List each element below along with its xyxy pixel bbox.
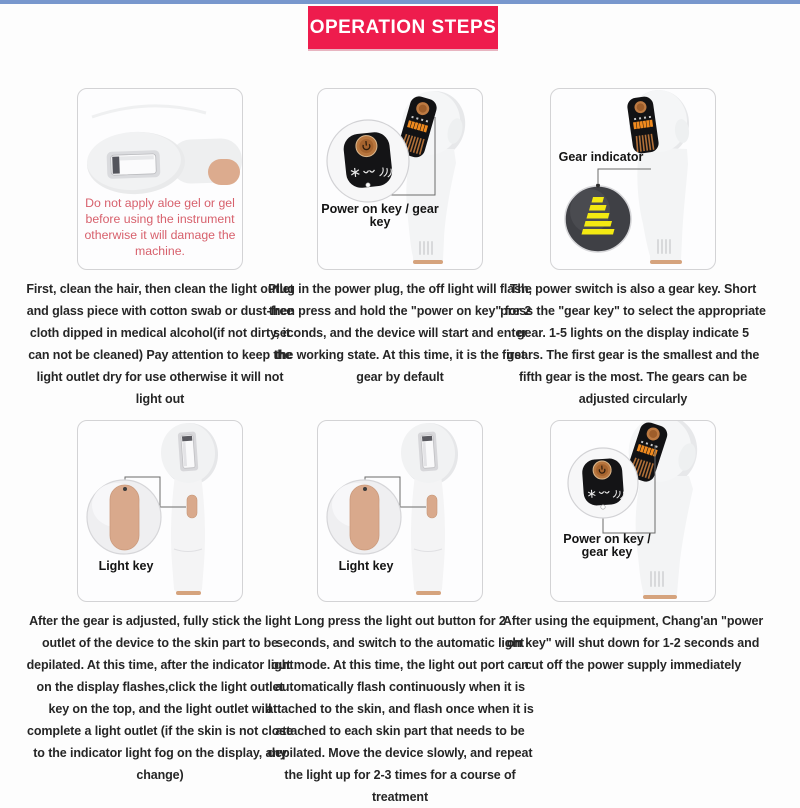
step-1-cell	[26, 88, 294, 410]
step-5-caption: Long press the light out button for 2 seconds, and switch to the automatic light out mode. At this time, the light out port can automatically flash continuously when it is attached to the skin, and flash once when it is attached to each skin part that needs to be depilated. Move the device slowly, and repeat the light up for 2-3 times for a course of treatment	[266, 610, 534, 808]
step-6-photo	[550, 420, 716, 602]
step-4-caption: After the gear is adjusted, fully stick the light outlet of the device to the skin part to be depilated. At this time, after the indicator light on the display flashes,click the light outlet key on the top, and the light outlet will complete a light outlet (if the skin is not close to the indicator light fog on the display, any change)	[26, 610, 294, 786]
step-2-cell	[266, 88, 534, 388]
step-3-caption: The power switch is also a gear key. Short press the "gear key" to select the appropriate gear. 1-5 lights on the display indicate 5 gears. The first gear is the smallest and the fifth gear is the most. The gears can be adjusted circularly	[499, 278, 767, 410]
device-gear-indicator-illustration	[551, 89, 715, 269]
light-key-label: Light key	[318, 560, 414, 573]
device-power-key-illustration	[551, 421, 715, 601]
step-6-caption: After using the equipment, Chang'an "power on key" will shut down for 1-2 seconds and cut off the power supply immediately	[499, 610, 767, 676]
step-3-cell	[499, 88, 767, 410]
step-2-caption: Plug in the power plug, the off light will flash, then press and hold the "power on key" for 2 seconds, and the device will start and enter the working state. At this time, it is the first gear by default	[266, 278, 534, 388]
light-key-inset	[87, 480, 161, 554]
lamp-head-illustration	[78, 89, 242, 197]
step-6-cell	[499, 420, 767, 676]
light-key-label: Light key	[78, 560, 174, 573]
light-key-inset	[327, 480, 401, 554]
control-panel-inset	[568, 448, 638, 518]
step-1-photo	[77, 88, 243, 270]
step-3-photo	[550, 88, 716, 270]
step-4-photo	[77, 420, 243, 602]
step-2-photo	[317, 88, 483, 270]
light-outlet-window	[107, 150, 161, 179]
power-key-label: Power on key / gear key	[551, 533, 663, 559]
step-4-cell	[26, 420, 294, 786]
device-power-key-illustration	[318, 89, 482, 269]
device-light-key-illustration	[318, 421, 482, 601]
light-outlet-window	[418, 431, 439, 471]
handle-key	[208, 159, 240, 185]
gear-indicator-inset	[565, 184, 631, 253]
warning-text: Do not apply aloe gel or gel before using the instrument otherwise it will damage the machine.	[80, 195, 240, 259]
step-5-photo	[317, 420, 483, 602]
step-1-caption: First, clean the hair, then clean the light outlet and glass piece with cotton swab or dust-free cloth dipped in medical alcohol(if not dirty, it can not be cleaned) Pay attention to keep the light outlet dry for use otherwise it will not light out	[26, 278, 294, 410]
page-title: OPERATION STEPS	[310, 17, 497, 39]
light-key-button	[187, 495, 197, 518]
step-5-cell	[266, 420, 534, 808]
light-key-button	[427, 495, 437, 518]
gear-indicator-label: Gear indicator	[551, 151, 651, 164]
device-light-key-illustration	[78, 421, 242, 601]
page-title-banner	[308, 6, 498, 49]
control-panel-inset	[327, 120, 409, 202]
power-key-label: Power on key / gear key	[320, 203, 440, 229]
light-outlet-window	[178, 431, 199, 471]
top-accent-line	[0, 0, 800, 4]
